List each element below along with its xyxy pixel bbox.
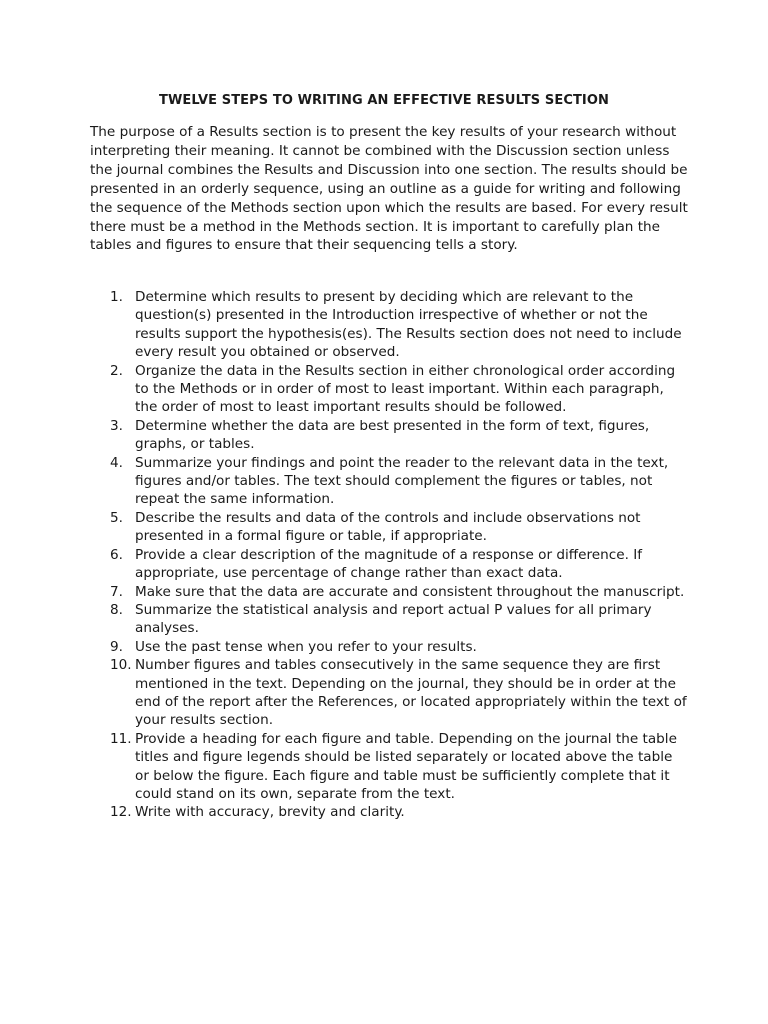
- step-number: 6.: [110, 546, 123, 563]
- step-number: 2.: [110, 362, 123, 379]
- list-item: [90, 546, 690, 583]
- step-number: 3.: [110, 417, 123, 434]
- steps-list: [90, 288, 690, 822]
- step-number: 12.: [110, 804, 132, 821]
- list-item: [90, 730, 690, 804]
- step-text: Summarize your findings and point the reader to the relevant data in the text, figures and/or tables. The text should complement the figures or tables, not repeat the same information.: [135, 454, 669, 508]
- document-title: TWELVE STEPS TO WRITING AN EFFECTIVE RESULTS SECTION: [158, 93, 609, 108]
- step-text: Provide a heading for each figure and table. Depending on the journal the table titles and figure legends should be listed separately or located above the table or below the figure. Each figure and table must be sufficiently complete that it could stand on its own, separate from the text.: [135, 730, 677, 802]
- step-text: Determine which results to present by deciding which are relevant to the question(s) presented in the Introduction irrespective of whether or not the results support the hypothesis(es). The Results section does not need to include every result you obtained or observed.: [135, 289, 682, 361]
- step-number: 11.: [110, 730, 132, 747]
- list-item: [90, 454, 690, 509]
- step-number: 7.: [110, 583, 123, 600]
- step-text: Summarize the statistical analysis and report actual P values for all primary analyses.: [135, 601, 652, 637]
- intro-paragraph: The purpose of a Results section is to present the key results of your research without interpreting their meaning. It cannot be combined with the Discussion section unless the journal combines the Results and Discussion into one section. The results should be presented in an orderly sequence, using an outline as a guide for writing and following the sequence of the Methods section upon which the results are based. For every result there must be a method in the Methods section. It is important to carefully plan the tables and figures to ensure that their sequencing tells a story.: [90, 124, 688, 254]
- list-item: [90, 509, 690, 546]
- list-item: [90, 638, 690, 656]
- step-text: Number figures and tables consecutively in the same sequence they are first mentioned in the text. Depending on the journal, they should be in order at the end of the report after the References, or located appropriately within the text of your results section.: [135, 657, 687, 729]
- step-text: Write with accuracy, brevity and clarity.: [135, 804, 405, 821]
- list-item: [90, 803, 690, 821]
- step-number: 8.: [110, 601, 123, 618]
- step-text: Determine whether the data are best presented in the form of text, figures, graphs, or tables.: [135, 417, 650, 453]
- step-number: 1.: [110, 289, 123, 305]
- list-item: [90, 656, 690, 730]
- step-text: Organize the data in the Results section in either chronological order according to the Methods or in order of most to least important. Within each paragraph, the order of most to least important results should be followed.: [135, 362, 676, 416]
- step-number: 4.: [110, 454, 123, 471]
- step-number: 10.: [110, 657, 132, 674]
- step-text: Describe the results and data of the controls and include observations not presented in a formal figure or table, if appropriate.: [135, 509, 641, 545]
- step-text: Use the past tense when you refer to your results.: [135, 638, 477, 655]
- step-text: Make sure that the data are accurate and consistent throughout the manuscript.: [135, 583, 685, 600]
- list-item: [90, 601, 690, 638]
- step-number: 9.: [110, 638, 123, 655]
- list-item: [90, 417, 690, 454]
- list-item: [90, 583, 690, 601]
- list-item: [90, 362, 690, 417]
- step-number: 5.: [110, 509, 123, 526]
- list-item: [90, 288, 690, 362]
- step-text: Provide a clear description of the magnitude of a response or difference. If appropriate, use percentage of change rather than exact data.: [135, 546, 643, 582]
